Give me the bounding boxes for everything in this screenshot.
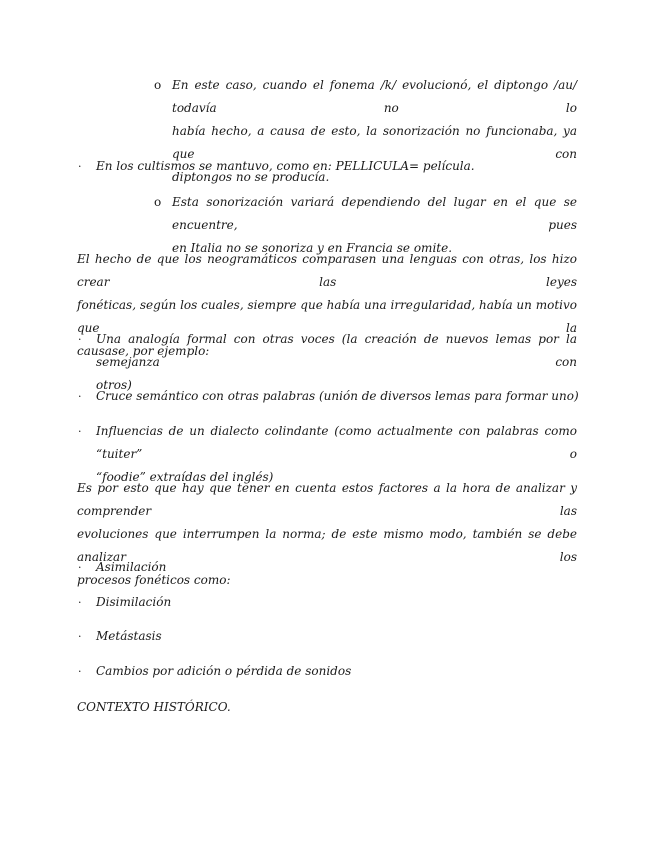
bullet-marker: ·: [78, 160, 82, 173]
bullet-item-cambios: [96, 660, 577, 683]
text-line: Es por esto que hay que tener en cuenta estos factores a la hora de analizar y comprender las: [77, 481, 577, 518]
text-line: fonéticas, según los cuales, siempre que había una irregularidad, había un motivo que la: [77, 298, 577, 335]
bullet-item-cruce: [96, 385, 577, 408]
heading-text: CONTEXTO HISTÓRICO.: [77, 700, 231, 714]
text-line: diptongos no se producía.: [172, 170, 330, 184]
text-line: en Italia no se sonoriza y en Francia se omite.: [172, 241, 453, 255]
sub-bullet-marker: o: [154, 195, 162, 209]
bullet-item-cultismos: [96, 155, 577, 178]
text-line: Disimilación: [96, 595, 172, 609]
text-line: Influencias de un dialecto colindante (como actualmente con palabras como “tuiter” o: [96, 424, 577, 461]
bullet-item-metastasis: [96, 625, 577, 648]
text-line: había hecho, a causa de esto, la sonorización no funcionaba, ya que con: [172, 124, 577, 161]
text-line: Cruce semántico con otras palabras (unión de diversos lemas para formar uno): [96, 389, 579, 403]
bullet-marker: ·: [78, 665, 82, 678]
text-line: Una analogía formal con otras voces (la creación de nuevos lemas por la semejanza con: [96, 332, 577, 369]
bullet-marker: ·: [78, 333, 82, 346]
text-line: Metástasis: [96, 629, 162, 643]
text-line: Cambios por adición o pérdida de sonidos: [96, 664, 352, 678]
bullet-marker: ·: [78, 630, 82, 643]
bullet-marker: ·: [78, 425, 82, 438]
text-line: “foodie” extraídas del inglés): [96, 470, 274, 484]
text-line: En los cultismos se mantuvo, como en: PELLICULA= película.: [96, 159, 475, 173]
text-line: causase, por ejemplo:: [77, 344, 210, 358]
sub-bullet-marker: o: [154, 78, 162, 92]
bullet-item-asimilacion: [96, 556, 577, 579]
text-line: Esta sonorización variará dependiendo del lugar en el que se encuentre, pues: [172, 195, 577, 232]
section-heading: [77, 696, 577, 719]
text-line: evoluciones que interrumpen la norma; de este mismo modo, también se debe analizar los: [77, 527, 577, 564]
text-line: En este caso, cuando el fonema /k/ evolucionó, el diptongo /au/ todavía no lo: [172, 78, 577, 115]
text-line: El hecho de que los neogramáticos comparasen una lenguas con otras, los hizo crear las leyes: [77, 252, 577, 289]
text-line: procesos fonéticos como:: [77, 573, 231, 587]
bullet-marker: ·: [78, 561, 82, 574]
bullet-item-disimilacion: [96, 591, 577, 614]
text-line: Asimilación: [96, 560, 167, 574]
bullet-marker: ·: [78, 390, 82, 403]
bullet-marker: ·: [78, 596, 82, 609]
text-line: otros): [96, 378, 132, 392]
